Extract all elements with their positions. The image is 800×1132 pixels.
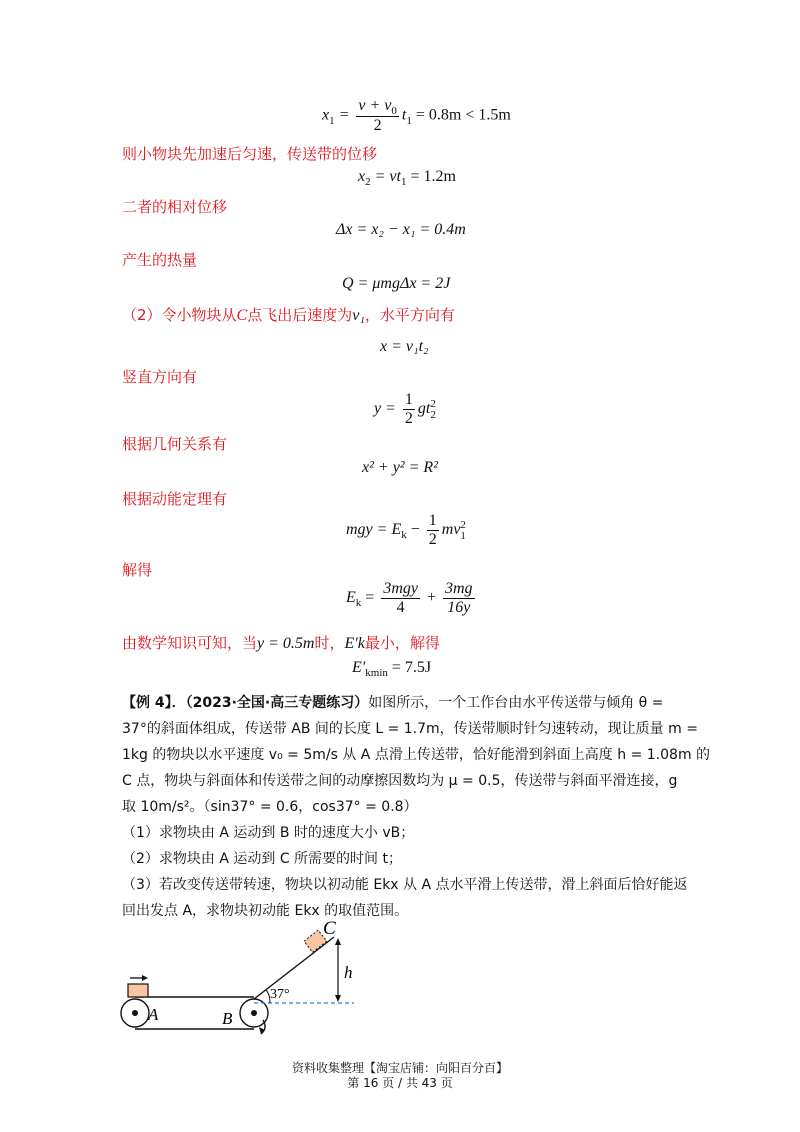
text-accelerate: 则小物块先加速后匀速，传送带的位移 (122, 145, 378, 163)
eq-ek-num1: 3mgy (383, 580, 418, 597)
eq-x1-lhs-sub: 1 (329, 114, 335, 127)
eq-y-lhs: y = (374, 400, 400, 418)
text-heat: 产生的热量 (122, 251, 198, 269)
eq-ek-num2: 3mg (445, 580, 473, 597)
eq-energy-sub: 1 (460, 529, 466, 542)
eq-energy-fraction (427, 512, 439, 549)
text-energy: 根据动能定理有 (122, 490, 228, 508)
equation-x2 (358, 168, 456, 186)
eq-x1-den: 2 (373, 117, 382, 134)
math-e: E′k (344, 635, 365, 652)
equation-circle: x² + y² = R² (362, 459, 438, 476)
label-angle: 37° (270, 987, 290, 1002)
eq-energy-mid: − (406, 521, 424, 539)
eq-x1-num-sub: 0 (391, 105, 397, 117)
eq-y-sup: 2 (430, 397, 436, 410)
equation-dx: Δx = x₂ − x₁ = 0.4m (336, 221, 466, 238)
part2-c: C (236, 307, 248, 324)
text-part2 (122, 304, 455, 325)
part2-b: 点飞出后速度为 (247, 306, 353, 324)
eq-ek-fraction-1 (381, 580, 420, 617)
block-a (128, 984, 148, 997)
part2-v: v₁ (352, 307, 365, 324)
equation-ek (346, 580, 478, 617)
eq-ek-den2: 16y (447, 599, 471, 616)
example-line-3: 1kg 的物块以水平速度 v₀ = 5m/s 从 A 点滑上传送带，恰好能滑到斜面上高度 h = 1.08m 的 (122, 747, 711, 763)
eq-x2-lhs-sub: 2 (365, 176, 371, 188)
eq-ek-lhs-sub: k (355, 597, 362, 610)
eq-y-rhs: gt (417, 400, 431, 418)
text-math (122, 632, 440, 653)
math-c: 最小，解得 (364, 634, 440, 652)
equation-ekmin (352, 659, 431, 677)
eq-ek-den1: 4 (396, 599, 405, 616)
footer-source: 资料收集整理【淘宝店铺：向阳百分百】 (291, 1061, 508, 1075)
example-question-3: （3）若改变传送带转速，物块以初动能 Ekx 从 A 点水平滑上传送带，滑上斜面后恰好能返 (122, 877, 688, 893)
rotation-arrowhead (259, 1027, 265, 1034)
eq-ekmin-lhs-sub: kmin (365, 667, 388, 679)
incline (254, 937, 334, 999)
eq-energy-sup: 2 (460, 518, 466, 531)
pulley-a-axle (132, 1010, 138, 1016)
height-arrow-top (335, 938, 341, 945)
eq-x1-lhs: x (322, 106, 330, 124)
example-text-0: 如图所示，一个工作台由水平传送带与倾角 θ = (368, 695, 664, 711)
label-h: h (344, 963, 353, 982)
height-arrow-bottom (335, 995, 341, 1002)
example-line-2: 37°的斜面体组成，传送带 AB 间的长度 L = 1.7m，传送带顺时针匀速转动，现让质量 m = (122, 721, 698, 737)
conveyor-diagram (118, 920, 378, 1040)
eq-x1-num: v + v (358, 97, 392, 114)
example-line-1 (122, 692, 663, 712)
example-question-1: （1）求物块由 A 运动到 B 时的速度大小 vB； (122, 825, 415, 841)
text-vertical: 竖直方向有 (122, 368, 198, 386)
equation-x: x = v₁t₂ (380, 338, 429, 355)
eq-y-fraction (403, 391, 415, 428)
eq-x1-t: t (401, 106, 407, 124)
math-b: 时， (314, 634, 345, 652)
eq-y-den: 2 (404, 410, 413, 427)
example-question-2: （2）求物块由 A 运动到 C 所需要的时间 t； (122, 851, 402, 867)
equation-energy (346, 512, 466, 549)
velocity-arrowhead (142, 975, 148, 981)
text-geometry: 根据几何关系有 (122, 435, 228, 453)
eq-x1-rhs: = 0.8m < 1.5m (411, 106, 511, 124)
math-a: 由数学知识可知，当 (122, 634, 258, 652)
eq-ek-fraction-2 (443, 580, 475, 617)
eq-y-num: 1 (404, 391, 413, 408)
eq-y-sub: 2 (430, 408, 436, 421)
eq-x2-rhs: = 1.2m (406, 168, 456, 185)
math-y: y = 0.5m (257, 635, 315, 652)
equation-y (374, 391, 436, 428)
eq-x2-mid: = vt (370, 168, 401, 185)
example-line-4: C 点，物块与斜面体和传送带之间的动摩擦因数均为 μ = 0.5，传送带与斜面平滑连接，g (122, 773, 678, 789)
text-solve: 解得 (122, 561, 153, 579)
eq-ek-eq: = (361, 589, 379, 607)
label-c: C (323, 920, 336, 939)
eq-energy-lhs-sub: k (401, 529, 407, 542)
eq-ekmin-rhs: = 7.5J (387, 659, 432, 676)
equation-q: Q = μmgΔx = 2J (342, 275, 451, 292)
example-tag: 【例 4】．（2023·全国·高三专题练习） (122, 695, 369, 711)
part2-d: ，水平方向有 (364, 306, 455, 324)
eq-ekmin-lhs: E′ (352, 659, 366, 676)
example-question-3-cont: 回出发点 A，求物块初动能 Ekx 的取值范围。 (122, 903, 409, 919)
eq-ek-plus: + (422, 589, 440, 607)
eq-x1-t-sub: 1 (406, 114, 412, 127)
footer-page-number: 第 16 页 / 共 43 页 (347, 1076, 453, 1090)
eq-energy-lhs: mgy = E (346, 521, 402, 539)
eq-ek-lhs: E (346, 589, 356, 607)
eq-energy-rhs: mv (441, 521, 461, 539)
pulley-b-axle (251, 1010, 257, 1016)
example-line-5: 取 10m/s²。（sin37° = 0.6，cos37° = 0.8） (122, 799, 418, 815)
part2-a: （2）令小物块从 (122, 306, 237, 324)
eq-energy-num: 1 (428, 512, 437, 529)
text-relative: 二者的相对位移 (122, 198, 228, 216)
eq-energy-den: 2 (428, 531, 437, 548)
label-b: B (222, 1009, 233, 1028)
label-a: A (148, 1005, 159, 1024)
equation-x1: $x_1$ = $\frac{v + v_0}{2}$ $t_1 = 0.8m < 1.5m$ (322, 97, 511, 134)
eq-x2-mid-sub: 1 (400, 176, 407, 188)
eq-x1-fraction (356, 97, 399, 135)
eq-x2-lhs: x (358, 168, 366, 185)
